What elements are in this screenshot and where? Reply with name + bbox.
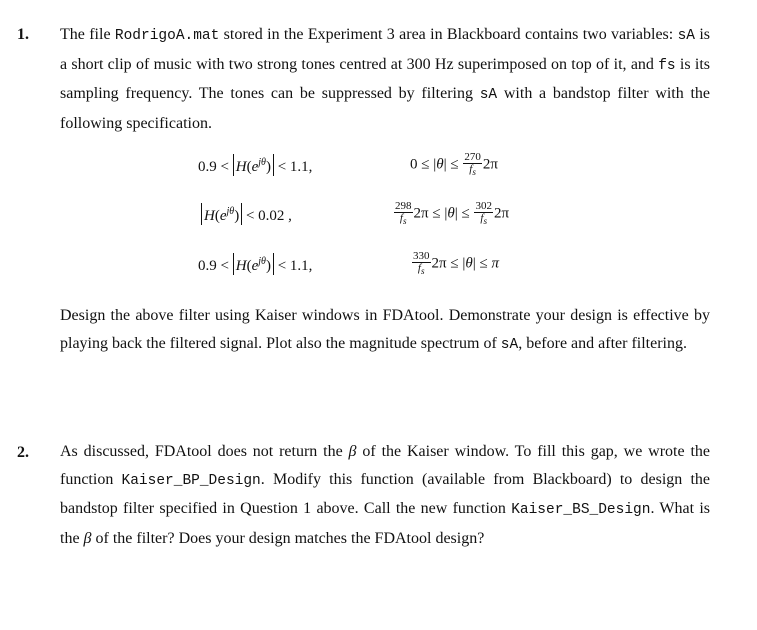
- spec-row-1-range: 0 ≤ |θ| ≤ $\frac{270}{f_s}$ 2π: [410, 151, 498, 178]
- spec-row-1: $0.9 < H(e^{j\theta}) < 1.1$,: [198, 154, 312, 176]
- spec-row-2: $H(e^{j\theta}) < 0.02$ ,: [201, 203, 292, 225]
- question-2-text: As discussed, FDAtool does not return the β of the Kaiser window. To fill this gap, we wrote the function Kaiser_BP_Design. Modify this function (available from Blackboard) to design the bandstop filter specified in Question 1 above. Call the new function Kaiser_BS_Design. What is the β of the filter? Does your design matches the FDAtool design?: [60, 443, 711, 547]
- question-1-task: Design the above filter using Kaiser windows in FDAtool. Demonstrate your design is effective by playing back the filtered signal. Plot also the magnitude spectrum of sA, before and after filtering.: [60, 307, 710, 353]
- question-2-number: 2.: [17, 444, 29, 461]
- spec-row-2-range: $\frac{298}{f_s}$ 2π ≤ |θ| ≤ $\frac{302}{f_s}$ 2π: [395, 200, 510, 227]
- spec-row-3-range: $\frac{330}{f_s}$ 2π ≤ |θ| ≤ π: [413, 250, 499, 277]
- question-1-intro: The file RodrigoA.mat stored in the Experiment 3 area in Blackboard contains two variables: sA is a short clip of music with two strong tones centred at 300 Hz superimposed on top of it, and fs is its sampling frequency. The tones can be suppressed by filtering sA with a bandstop filter with the following specification.: [60, 26, 711, 132]
- spec-row-3: $0.9 < H(e^{j\theta}) < 1.1$,: [198, 253, 312, 275]
- question-1-number: 1.: [17, 26, 29, 43]
